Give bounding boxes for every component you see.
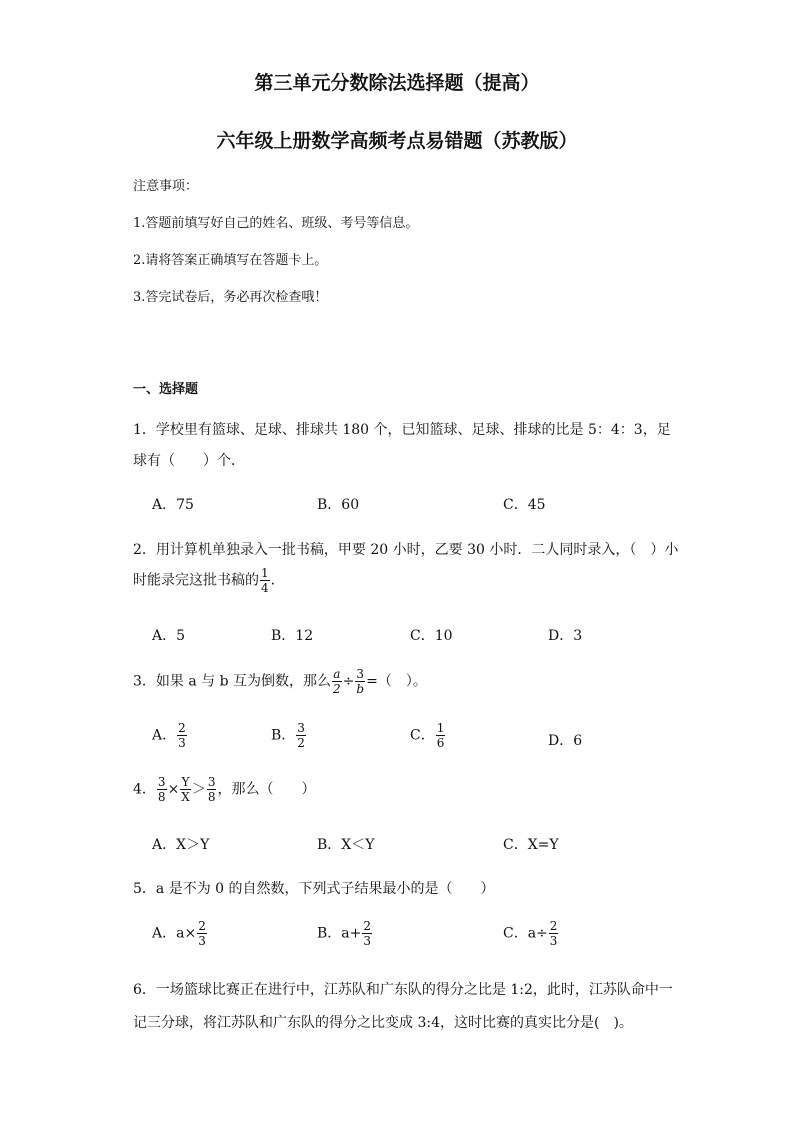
question-6-line-1: 6．一场篮球比赛正在进行中，江苏队和广东队的得分之比是 1:2，此时，江苏队命中一 bbox=[133, 982, 673, 998]
fraction: $\frac{1}{4}$ bbox=[261, 566, 269, 595]
q3-option-b: B． $\frac{3}{2}$ bbox=[271, 721, 305, 750]
q1-option-c: C．45 bbox=[503, 497, 546, 513]
fraction: $\frac{2}{3}$ bbox=[549, 919, 558, 948]
fraction: $\frac{a}{2}$ bbox=[333, 667, 341, 696]
page-subtitle: 六年级上册数学高频考点易错题（苏教版） bbox=[216, 130, 578, 152]
question-5: 5．a 是不为 0 的自然数，下列式子结果最小的是（ ） bbox=[133, 881, 495, 897]
question-3: 3．如果 a 与 b 互为倒数，那么 $\frac{a}{2}$ ÷ $\frac{3}{b}$ =（ ）。 bbox=[133, 667, 427, 696]
fraction: $\frac{3}{8}$ bbox=[207, 775, 216, 804]
q5-option-b: B．a+ $\frac{2}{3}$ bbox=[317, 919, 372, 948]
fraction: $\frac{2}{3}$ bbox=[198, 919, 206, 948]
question-2-line-1: 2．用计算机单独录入一批书稿，甲要 20 小时，乙要 30 小时．二人同时录入，（ ）小 bbox=[133, 542, 679, 558]
question-6-line-2: 记三分球，将江苏队和广东队的得分之比变成 3:4，这时比赛的真实比分是( )。 bbox=[133, 1015, 633, 1031]
q5-option-a: A．a× $\frac{2}{3}$ bbox=[152, 919, 206, 948]
section-title: 一、选择题 bbox=[133, 382, 199, 397]
q2-option-c: C．10 bbox=[410, 628, 453, 644]
q3-option-c: C． $\frac{1}{6}$ bbox=[410, 721, 445, 750]
q2-option-b: B．12 bbox=[271, 628, 314, 644]
question-4: 4． $\frac{3}{8}$ × $\frac{Y}{X}$ ＞ $\frac{3}{8}$ ，那么（ ） bbox=[133, 775, 316, 804]
question-1-line-1: 1．学校里有篮球、足球、排球共 180 个，已知篮球、足球、排球的比是 5：4：3，足 bbox=[133, 422, 671, 438]
q3-option-d: D．6 bbox=[548, 733, 583, 749]
q4-option-a: A．X＞Y bbox=[152, 837, 210, 853]
note-item: 3.答完试卷后，务必再次检查哦！ bbox=[133, 290, 328, 305]
page-title: 第三单元分数除法选择题（提高） bbox=[254, 72, 540, 94]
q1-option-a: A．75 bbox=[152, 497, 194, 513]
question-1-line-2: 球有（ ）个． bbox=[133, 453, 245, 469]
fraction: $\frac{2}{3}$ bbox=[178, 721, 186, 750]
q2-option-a: A．5 bbox=[152, 628, 186, 644]
q4-option-c: C．X=Y bbox=[503, 837, 559, 853]
fraction: $\frac{3}{b}$ bbox=[356, 667, 365, 696]
fraction: $\frac{1}{6}$ bbox=[436, 721, 445, 750]
note-item: 1.答题前填写好自己的姓名、班级、考号等信息。 bbox=[133, 216, 419, 231]
fraction: $\frac{3}{2}$ bbox=[297, 721, 305, 750]
q3-option-a: A． $\frac{2}{3}$ bbox=[152, 721, 186, 750]
fraction: $\frac{3}{8}$ bbox=[157, 775, 166, 804]
notes-heading: 注意事项： bbox=[133, 179, 199, 194]
question-2-line-2: 时能录完这批书稿的 $\frac{1}{4}$ ． bbox=[133, 566, 285, 595]
fraction: $\frac{2}{3}$ bbox=[363, 919, 372, 948]
q4-option-b: B．X＜Y bbox=[317, 837, 375, 853]
note-item: 2.请将答案正确填写在答题卡上。 bbox=[133, 253, 328, 268]
q5-option-c: C．a÷ $\frac{2}{3}$ bbox=[503, 919, 558, 948]
question-2-text: 时能录完这批书稿的 bbox=[133, 572, 259, 589]
q1-option-b: B．60 bbox=[317, 497, 360, 513]
fraction: $\frac{Y}{X}$ bbox=[181, 775, 190, 804]
q2-option-d: D．3 bbox=[548, 628, 583, 644]
